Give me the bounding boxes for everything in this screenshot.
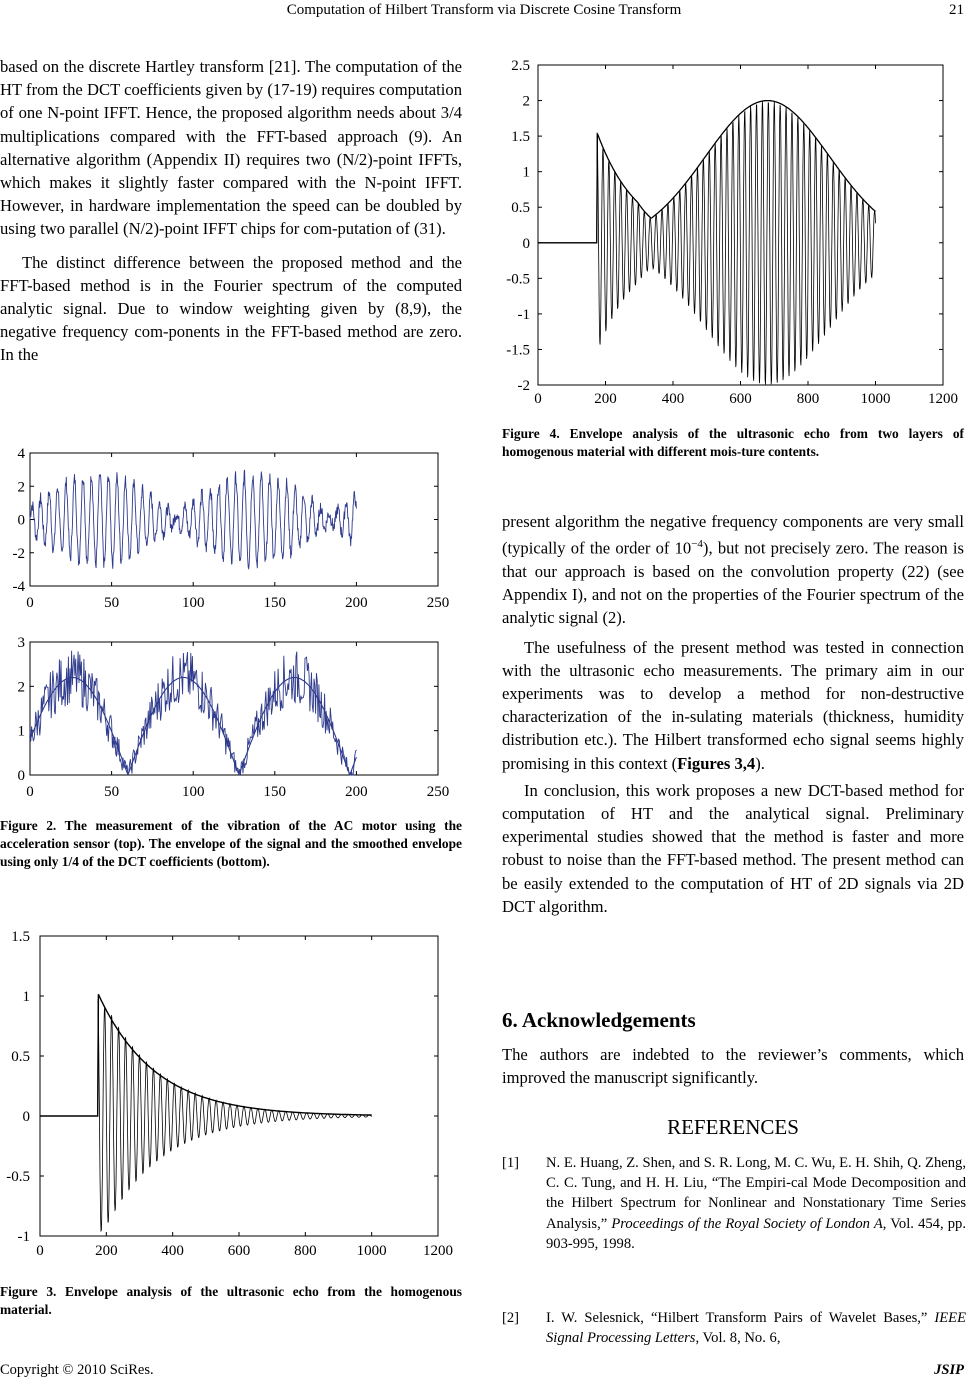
y-tick-label: 2 bbox=[17, 679, 25, 696]
left-column-text bbox=[0, 55, 462, 367]
x-tick-label: 400 bbox=[661, 391, 685, 407]
x-tick-label: 200 bbox=[594, 391, 617, 407]
envelope-line bbox=[40, 994, 372, 1116]
y-tick-label: -1.5 bbox=[506, 342, 530, 359]
y-tick-label: 1 bbox=[17, 723, 25, 740]
smoothed-envelope-line bbox=[30, 678, 356, 775]
y-tick-label: 1 bbox=[522, 164, 530, 181]
y-tick-label: 2 bbox=[17, 479, 25, 496]
y-tick-label: -2 bbox=[12, 545, 25, 562]
figure-reference: Figures 3,4 bbox=[677, 753, 756, 773]
figure2-top-plot bbox=[0, 445, 465, 615]
paragraph: The authors are indebted to the reviewer’s comments, which improved the manuscript significantly. bbox=[502, 1045, 964, 1088]
y-tick-label: 4 bbox=[17, 446, 25, 462]
reference-text: , Vol. 8, No. 6, bbox=[695, 1330, 781, 1347]
reference-number: [1] bbox=[502, 1155, 520, 1171]
figure2-caption: Figure 2. The measurement of the vibration of the AC motor using the acceleration sensor (top). The envelope of the signal and the smoothed envelope using only 1/4 of the DCT coefficients (bottom). bbox=[0, 818, 462, 869]
x-tick-label: 0 bbox=[36, 1243, 44, 1259]
x-tick-label: 400 bbox=[161, 1243, 184, 1259]
y-tick-label: 1.5 bbox=[511, 129, 530, 146]
x-tick-label: 250 bbox=[426, 595, 450, 611]
envelope-line bbox=[538, 101, 876, 243]
exponent: −4 bbox=[691, 538, 703, 551]
y-tick-label: 1 bbox=[22, 989, 30, 1005]
paragraph: based on the discrete Hartley transform [21]. The computation of the HT from the DCT coefficients given by (17-19) requires computation of one N-point IFFT. Hence, the proposed algorithm needs about 3/4 multiplications compared with the FFT-based approach (9). An alternative algorithm (Appendix II) requires two (N/2)-point IFFTs, which makes it slightly faster compared with the N-point IFFT. However, in hardware implementation the speed can be doubled by using two parallel (N/2)-point IFFT chips for com-putation of (31). bbox=[0, 57, 462, 239]
x-tick-label: 200 bbox=[95, 1243, 118, 1259]
x-tick-label: 200 bbox=[345, 784, 368, 800]
y-tick-label: -1 bbox=[517, 306, 530, 323]
page-header bbox=[0, 2, 968, 22]
section-title: 6. Acknowledgements bbox=[502, 1008, 696, 1032]
paragraph-text: ). bbox=[755, 753, 765, 773]
reference-item bbox=[502, 1308, 966, 1353]
reference-journal: Proceedings of the Royal Society of London A bbox=[611, 1215, 883, 1232]
reference-number: [2] bbox=[502, 1310, 520, 1326]
paragraph: The distinct difference between the proposed method and the FFT-based method is in the Fourier spectrum of the computed analytic signal. Due to window weighting given by (8,9), the negative frequency com-ponents in the FFT-based method are zero. In the bbox=[0, 252, 462, 365]
y-tick-label: -4 bbox=[12, 579, 25, 595]
x-tick-label: 600 bbox=[729, 391, 752, 407]
y-tick-label: 0.5 bbox=[511, 200, 530, 217]
reference-text: I. W. Selesnick, “Hilbert Transform Pairs of Wavelet Bases,” bbox=[546, 1310, 935, 1326]
x-tick-label: 150 bbox=[263, 784, 287, 800]
y-tick-label: -2 bbox=[517, 378, 530, 394]
x-tick-label: 50 bbox=[104, 595, 120, 611]
x-tick-label: 1200 bbox=[928, 391, 958, 407]
y-tick-label: 3 bbox=[17, 635, 25, 651]
y-tick-label: 0 bbox=[522, 235, 530, 252]
x-tick-label: 50 bbox=[104, 784, 120, 800]
x-tick-label: 600 bbox=[227, 1243, 251, 1259]
plot-frame bbox=[40, 936, 438, 1236]
x-tick-label: 200 bbox=[345, 595, 368, 611]
x-tick-label: 100 bbox=[181, 784, 205, 800]
x-tick-label: 800 bbox=[796, 391, 820, 407]
x-tick-label: 1000 bbox=[860, 391, 891, 407]
references-title: REFERENCES bbox=[667, 1115, 799, 1139]
paragraph-text: The usefulness of the present method was tested in connection with the ultrasonic echo measurements. The primary aim in our experiments was to develop a method for non-destructive characterization of the in-sulating materials (thickness, humidity distribution etc.). The Hilbert transformed echo signal seems highly promising in this context ( bbox=[502, 637, 964, 773]
figure3-caption: Figure 3. Envelope analysis of the ultrasonic echo from the homogenous material. bbox=[0, 1284, 462, 1317]
reference-text: N. E. Huang, Z. Shen, and S. R. Long, M. C. Wu, E. H. Shih, Q. Zheng, C. C. Tung, and H. H. Liu, “The Empiri-cal Mode Decomposition and the Hilbert Spectrum for Nonlinear and Nonstationary Time Series Analysis,” bbox=[546, 1155, 966, 1232]
paragraph-text: present algorithm the negative frequency components are very small (typically of the order of bbox=[502, 512, 964, 558]
footer-journal: JSIP bbox=[934, 1362, 964, 1378]
x-tick-label: 100 bbox=[181, 595, 205, 611]
y-tick-label: 0 bbox=[17, 768, 25, 784]
y-tick-label: 0 bbox=[22, 1109, 30, 1125]
y-tick-label: -0.5 bbox=[6, 1169, 30, 1185]
x-tick-label: 1200 bbox=[423, 1243, 453, 1259]
y-tick-label: 0.5 bbox=[11, 1049, 30, 1065]
exponent-base: 10 bbox=[674, 538, 692, 558]
x-tick-label: 0 bbox=[26, 784, 34, 800]
paragraph bbox=[502, 636, 964, 775]
x-tick-label: 1000 bbox=[356, 1243, 387, 1259]
reference-item bbox=[502, 1153, 966, 1298]
x-tick-label: 250 bbox=[426, 784, 450, 800]
footer-copyright: Copyright © 2010 SciRes. bbox=[0, 1362, 154, 1378]
right-column-text bbox=[502, 510, 964, 918]
reference-journal: IEEE Signal Processing Letters bbox=[546, 1310, 966, 1347]
echo-signal-line bbox=[40, 999, 372, 1231]
signal-line bbox=[30, 470, 356, 569]
figure3-plot bbox=[0, 925, 465, 1270]
paragraph: In conclusion, this work proposes a new DCT-based method for computation of HT and the analytical signal. Preliminary experimental studies showed that the method is faster and more robust to noise than the FFT-based method. The present method can be easily extended to the computation of HT of 2D signals via 2D DCT algorithm. bbox=[502, 780, 964, 916]
figure4-caption: Figure 4. Envelope analysis of the ultrasonic echo from two layers of homogenous material with different mois-ture contents. bbox=[502, 426, 964, 459]
reference-text: , Vol. 454, pp. 903-995, 1998. bbox=[546, 1215, 966, 1252]
paragraph-text: ), but not precisely zero. The reason is that our approach is based on the convolution property (22) (see Appendix I), and not on the properties of the Fourier spectrum of the analytic signal (2). bbox=[502, 538, 964, 628]
paragraph bbox=[502, 510, 964, 630]
reference-body bbox=[546, 1308, 966, 1348]
x-tick-label: 0 bbox=[534, 391, 542, 407]
y-tick-label: 2 bbox=[522, 93, 530, 110]
figure4-plot bbox=[500, 55, 968, 413]
x-tick-label: 800 bbox=[294, 1243, 317, 1259]
running-title: Computation of Hilbert Transform via Discrete Cosine Transform bbox=[286, 2, 682, 18]
y-tick-label: 1.5 bbox=[11, 929, 30, 945]
y-tick-label: 0 bbox=[17, 512, 25, 529]
acknowledgements-text bbox=[502, 1043, 964, 1089]
page-number: 21 bbox=[949, 2, 964, 18]
y-tick-label: 2.5 bbox=[511, 58, 530, 74]
reference-body bbox=[546, 1153, 966, 1254]
y-tick-label: -1 bbox=[17, 1229, 30, 1245]
y-tick-label: -0.5 bbox=[506, 271, 530, 288]
envelope-line bbox=[30, 651, 356, 775]
figure2-bottom-plot bbox=[0, 630, 465, 805]
x-tick-label: 150 bbox=[263, 595, 287, 611]
x-tick-label: 0 bbox=[26, 595, 34, 611]
